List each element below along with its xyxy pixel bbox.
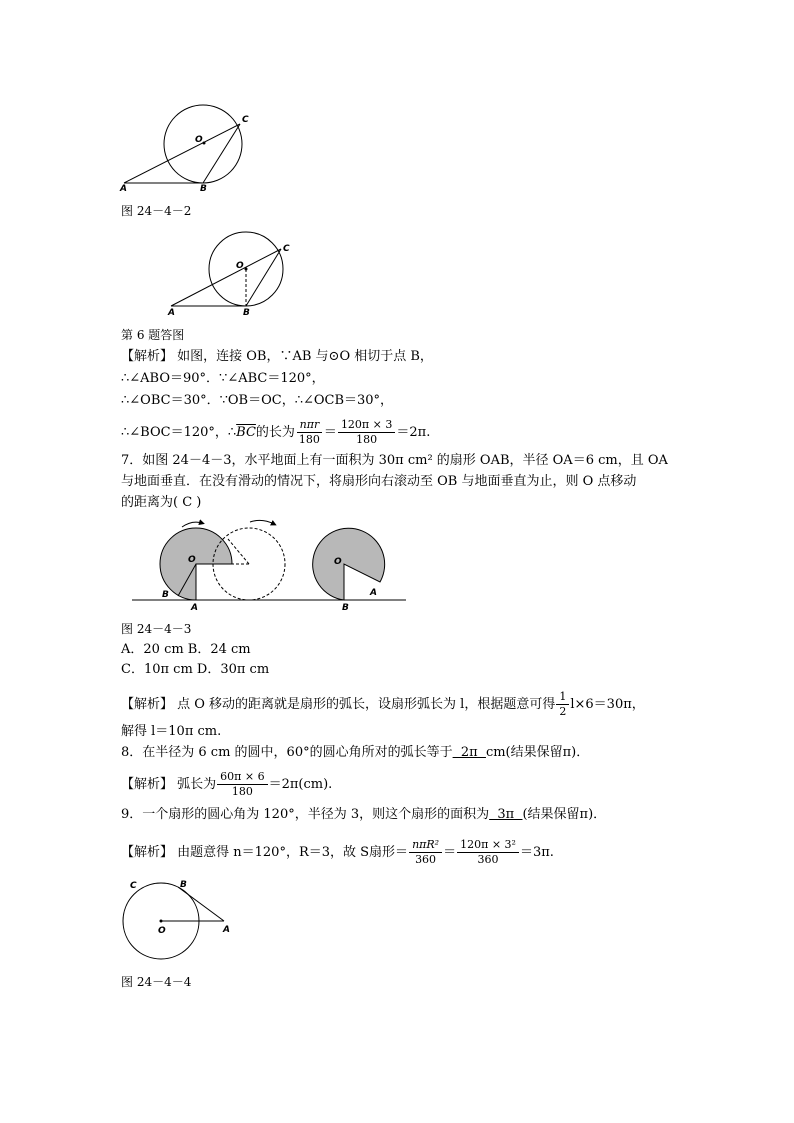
fig4-label-a: A [223, 925, 230, 935]
sol6-eq: ＝ [323, 425, 337, 440]
q9-sol-b: ＝3π. [519, 845, 554, 860]
figure-24-4-3 [130, 514, 410, 614]
q7-caption: 图 24－4－3 [121, 622, 192, 636]
q7-solution-line1 [121, 690, 645, 719]
fig4-label-b: B [180, 880, 187, 890]
fig3-label-b2: B [342, 603, 349, 613]
q8-sol-a: 【解析】 弧长为 [121, 777, 217, 792]
fig4-caption: 图 24－4－4 [121, 975, 192, 989]
sol6-arc-bc: $\overline{BC}$ [236, 425, 256, 440]
q7-sol-frac-den: 2 [559, 705, 567, 718]
fig2-label-c: C [283, 244, 290, 254]
q9-sol-a: 【解析】 由题意得 n＝120°，R＝3，故 S扇形＝ [121, 845, 409, 860]
sol6-frac1 [296, 418, 323, 447]
q7-sol-frac-num: 1 [556, 690, 569, 705]
sol6-frac2-den: 180 [356, 433, 378, 446]
fig2-caption: 第 6 题答图 [121, 328, 185, 342]
q9-eq: ＝ [443, 845, 457, 860]
figure-answer-6 [168, 232, 308, 322]
q8-answer-blank: 2π [452, 745, 486, 760]
sol6-line1: 【解析】 如图，连接 OB，∵AB 与⊙O 相切于点 B， [121, 349, 433, 364]
fig2-label-a: A [168, 308, 175, 318]
q8-frac [217, 770, 267, 799]
q8-frac-den: 180 [231, 785, 253, 798]
q9-solution [121, 838, 554, 867]
q7-sol-b: l×6＝30π， [570, 697, 645, 712]
fig1-label-o: O [195, 135, 203, 145]
fig1-caption: 图 24－4－2 [121, 204, 192, 218]
q7-options-ab: A．20 cm B．24 cm [121, 642, 251, 657]
q8-solution [121, 770, 332, 799]
q7-sol-a: 【解析】 点 O 移动的距离就是扇形的弧长，设扇形弧长为 l，根据题意可得 [121, 697, 556, 712]
sol6-frac2 [338, 418, 395, 447]
fig2-label-o: O [236, 261, 244, 271]
q9-frac1 [409, 838, 442, 867]
sol6-frac2-num: 120π × 3 [338, 418, 395, 433]
q8-question [121, 745, 589, 761]
q9-frac2-den: 360 [477, 853, 499, 866]
q8-sol-b: ＝2π(cm). [268, 777, 333, 792]
q8-text-b: cm(结果保留π)． [485, 745, 590, 760]
q7-line2: 与地面垂直．在没有滑动的情况下，将扇形向右滚动至 OB 与地面垂直为止，则 O 点移动 [121, 474, 637, 489]
fig3-label-b1: B [162, 590, 169, 600]
q7-sol-frac [556, 690, 569, 719]
sol6-line4-c: ＝2π. [396, 425, 431, 440]
sol6-line3: ∴∠OBC＝30°．∵OB＝OC，∴∠OCB＝30°， [121, 393, 394, 408]
q8-frac-num: 60π × 6 [217, 770, 267, 785]
q9-question [121, 807, 606, 823]
q9-frac2 [457, 838, 519, 867]
q9-answer-blank: 3π [489, 807, 523, 822]
q9-frac1-num: nπR² [409, 838, 442, 853]
fig3-label-a1: A [191, 603, 198, 613]
q7-line3: 的距离为( C ) [121, 495, 202, 510]
q7-line1: 7．如图 24－4－3，水平地面上有一面积为 30π cm² 的扇形 OAB，半径 OA＝6 cm，且 OA [121, 453, 668, 468]
sol6-frac1-den: 180 [298, 433, 320, 446]
sol6-frac1-num: nπr [297, 418, 323, 433]
fig3-label-o1: O [188, 555, 196, 565]
fig3-label-o2: O [334, 557, 342, 567]
q7-solution-line2: 解得 l＝10π cm. [121, 724, 222, 739]
sol6-line2: ∴∠ABO＝90°．∵∠ABC＝120°， [121, 371, 325, 386]
figure-24-4-4 [120, 876, 240, 966]
fig4-label-c: C [130, 881, 137, 891]
sol6-line4-b: 的长为 [255, 425, 295, 440]
sol6-line4 [121, 418, 430, 447]
q9-frac2-num: 120π × 3² [457, 838, 519, 853]
figure-24-4-2 [118, 100, 278, 195]
fig1-label-a: A [120, 184, 127, 194]
fig2-label-b: B [243, 308, 250, 318]
fig1-label-b: B [200, 184, 207, 194]
sol6-line4-a: ∴∠BOC＝120°，∴ [121, 425, 237, 440]
q9-text-b: (结果保留π)． [522, 807, 607, 822]
q7-options-cd: C．10π cm D．30π cm [121, 662, 270, 677]
fig1-label-c: C [242, 115, 249, 125]
q9-text-a: 9．一个扇形的圆心角为 120°，半径为 3，则这个扇形的面积为 [121, 807, 490, 822]
fig4-label-o: O [158, 926, 166, 936]
q9-frac1-den: 360 [415, 853, 437, 866]
q8-text-a: 8．在半径为 6 cm 的圆中，60°的圆心角所对的弧长等于 [121, 745, 453, 760]
fig3-label-a2: A [370, 588, 377, 598]
